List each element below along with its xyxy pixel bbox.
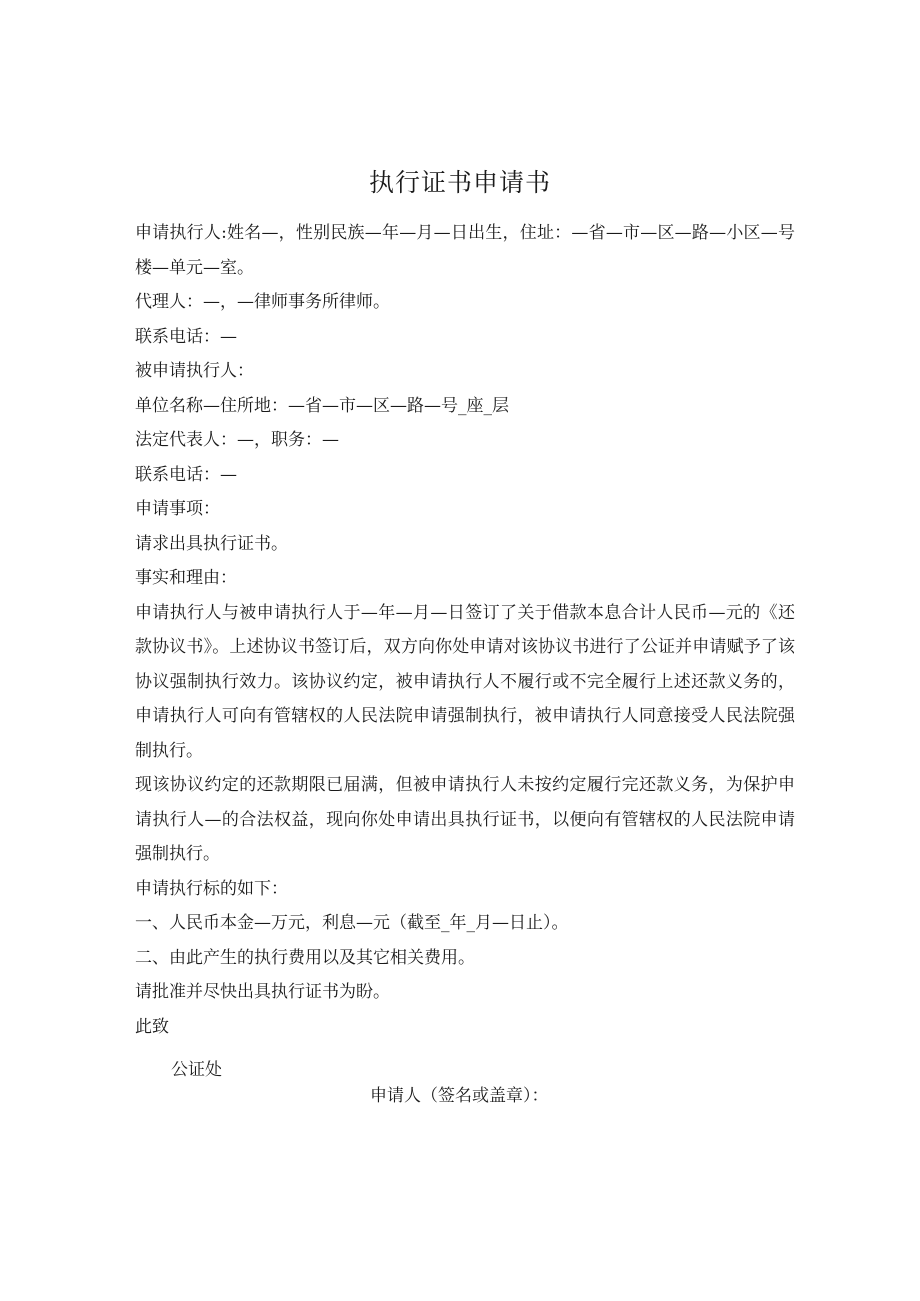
facts-heading: 事实和理由： [135,568,237,588]
legal-representative: 法定代表人：—，职务：— [135,430,339,450]
salutation: 此致 [135,1016,169,1037]
applicant-phone: 联系电话：— [135,326,237,347]
addressee: 公证处 [171,1060,222,1080]
facts-paragraph-1: 申请执行人与被申请执行人于—年—月—日签订了关于借款本息合计人民币—元的《还款协议书》。上述协议书签订后，双方向你处申请对该协议书进行了公证并申请赋予了该协议强制执行效力。该协议约定，被申请执行人不履行或不完全履行上述还款义务的，申请执行人可向有管辖权的人民法院申请强制执行，被申请执行人同意接受人民法院强制执行。 [135,602,795,761]
document-body [135,216,795,1044]
agent-info: 代理人：—，—律师事务所律师。 [135,292,390,312]
respondent-heading: 被申请执行人： [135,361,254,381]
applicant-info: 申请执行人:姓名—，性别民族—年—月—日出生，住址：—省—市—区—路—小区—号楼—单元—室。 [135,223,795,278]
facts-paragraph-2: 现该协议约定的还款期限已届满，但被申请执行人未按约定履行完还款义务，为保护申请执行人—的合法权益，现向你处申请出具执行证书，以便向有管辖权的人民法院申请强制执行。 [135,775,795,864]
subject-heading: 申请执行标的如下： [135,878,288,899]
request-content: 请求出具执行证书。 [135,533,288,554]
request-heading: 申请事项： [135,499,220,519]
respondent-phone: 联系电话：— [135,464,237,485]
subject-item-2: 二、由此产生的执行费用以及其它相关费用。 [135,947,475,968]
respondent-unit: 单位名称—住所地：—省—市—区—路—号_座_层 [135,395,509,416]
document-title: 执行证书申请书 [368,168,551,197]
subject-item-1: 一、人民币本金—万元，利息—元（截至_年_月—日止）。 [135,913,569,933]
signature-line: 申请人（签名或盖章）： [370,1086,549,1106]
closing-request: 请批准并尽快出具执行证书为盼。 [135,982,390,1002]
